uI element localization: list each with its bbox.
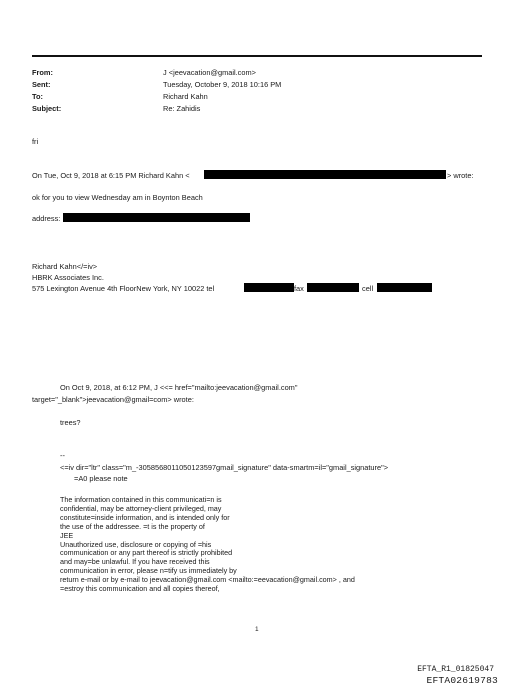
disclaimer-line: the use of the addressee. =t is the property of [60, 521, 205, 531]
disclaimer-line: =estroy this communication and all copies thereof, [60, 584, 220, 594]
disclaimer-line: constitute=inside information, and is intended only for [60, 512, 230, 522]
address-label: address: [32, 214, 61, 223]
earlier-header-line2: target="_blank">jeevacation@gmail=com> wrote: [32, 395, 194, 404]
disclaimer-line: Unauthorized use, disclosure or copying of =his [60, 539, 212, 549]
earlier-header-line1: On Oct 9, 2018, at 6:12 PM, J <<= href="mailto:jeevacation@gmail.com" [60, 383, 298, 392]
from-label: From: [32, 68, 53, 77]
signature-div-markup: <=iv dir="ltr" class="m_-3058568011050123597gmail_signature" data-smartm=il="gmail_signature"> [60, 463, 389, 472]
earlier-message: trees? [60, 418, 81, 427]
reply-text: fri [32, 137, 39, 146]
please-note: =A0 please note [74, 474, 128, 483]
disclaimer-line: return e-mail or by e-mail to jeevacation@gmail.com <mailto:=eevacation@gmail.com> , and [60, 575, 355, 585]
to-value: Richard Kahn [163, 92, 208, 101]
sent-value: Tuesday, October 9, 2018 10:16 PM [163, 80, 282, 89]
bates-id-1: EFTA_R1_01825047 [417, 665, 494, 674]
disclaimer-line: JEE [60, 530, 74, 540]
disclaimer-line: communication in error, please n=tify us immediately by [60, 566, 237, 576]
signature-dashes: -- [60, 451, 65, 460]
subject-value: Re: Zahidis [163, 104, 201, 113]
disclaimer-line: communication or any part thereof is strictly prohibited [60, 548, 233, 558]
message-text: ok for you to view Wednesday am in Boynton Beach [32, 193, 203, 202]
signature-company: HBRK Associates Inc. [32, 273, 104, 282]
redaction-address [63, 213, 250, 222]
disclaimer [60, 496, 355, 594]
signature-address: 575 Lexington Avenue 4th FloorNew York, NY 10022 tel [32, 284, 215, 293]
bates-id-2: EFTA02619783 [426, 675, 498, 686]
redaction-email [204, 170, 446, 179]
redaction-cell [377, 283, 432, 292]
quote-header-start: On Tue, Oct 9, 2018 at 6:15 PM Richard Kahn < [32, 171, 190, 180]
subject-label: Subject: [32, 104, 62, 113]
page-number: 1 [255, 626, 259, 633]
disclaimer-line: and may=be unlawful. If you have received this [60, 557, 210, 567]
signature-fax-label: fax [294, 284, 304, 293]
header-rule [32, 55, 482, 57]
disclaimer-line: confidential, may be attorney-client privileged, may [60, 503, 222, 513]
signature-name: Richard Kahn</=iv> [32, 262, 98, 271]
sent-label: Sent: [32, 80, 51, 89]
redaction-fax [307, 283, 359, 292]
to-label: To: [32, 92, 43, 101]
quote-header-end: > wrote: [447, 171, 474, 180]
disclaimer-line: The information contained in this communicati=n is [60, 495, 222, 504]
redaction-tel [244, 283, 294, 292]
from-value: J <jeevacation@gmail.com> [163, 68, 256, 77]
signature-cell-label: cell [362, 284, 374, 293]
